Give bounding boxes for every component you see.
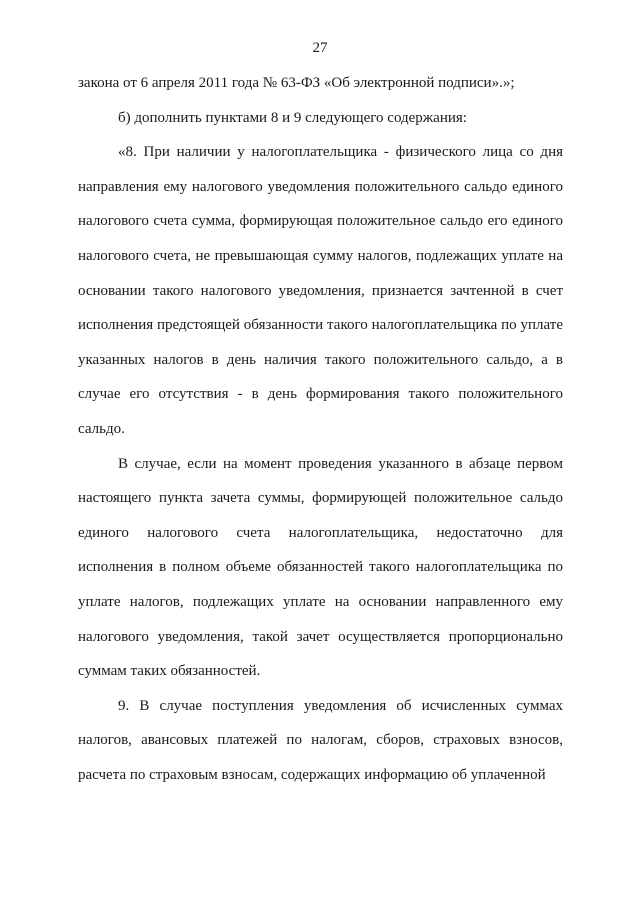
page-number: 27 [312, 40, 328, 56]
paragraph-subclause-b: б) дополнить пунктами 8 и 9 следующего содержания: [118, 109, 467, 126]
document-body [78, 66, 563, 792]
paragraph-point-9: 9. В случае поступления уведомления об исчисленных суммах налогов, авансовых платежей по налогам, сборов, страховых взносов, расчета по страховым взносам, содержащих информацию об уплаченной [78, 697, 563, 783]
paragraph-point-8-second: В случае, если на момент проведения указанного в абзаце первом настоящего пункта зачета суммы, формирующей положительное сальдо единого налогового счета налогоплательщика, недостаточно для исполнения в полном объеме обязанностей такого налогоплательщика по уплате налогов, подлежащих уплате на основании направленного ему налогового уведомления, такой зачет осуществляется пропорционально суммам таких обязанностей. [78, 455, 563, 680]
paragraph-point-8: «8. При наличии у налогоплательщика - физического лица со дня направления ему налогового уведомления положительного сальдо единого налогового счета сумма, формирующая положительное сальдо его единого налогового счета, не превышающая сумму налогов, подлежащих уплате на основании такого налогового уведомления, признается зачтенной в счет исполнения предстоящей обязанности такого налогоплательщика по уплате указанных налогов в день наличия такого положительного сальдо, а в случае его отсутствия - в день формирования такого положительного сальдо. [78, 144, 563, 437]
paragraph-law-reference-continuation: закона от 6 апреля 2011 года № 63-ФЗ «Об электронной подписи».»; [78, 75, 515, 91]
